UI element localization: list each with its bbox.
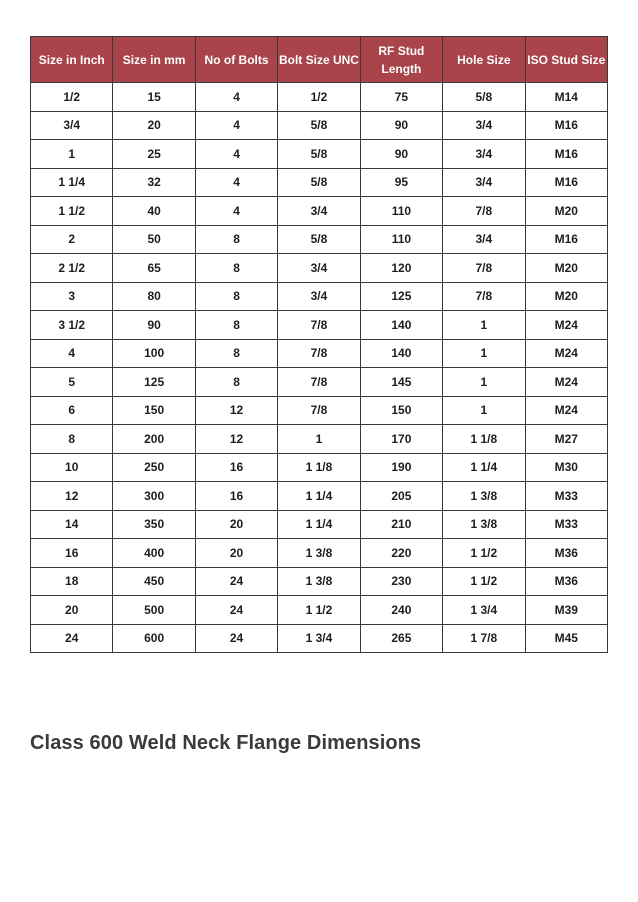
cell-size-mm: 500 (113, 596, 195, 625)
cell-iso-stud-size: M39 (525, 596, 607, 625)
cell-no-of-bolts: 12 (195, 425, 277, 454)
cell-iso-stud-size: M20 (525, 254, 607, 283)
cell-hole-size: 1 (443, 311, 525, 340)
cell-no-of-bolts: 8 (195, 339, 277, 368)
table-header (31, 37, 608, 83)
cell-rf-stud-length: 170 (360, 425, 442, 454)
cell-rf-stud-length: 95 (360, 168, 442, 197)
page-title: Class 600 Weld Neck Flange Dimensions (30, 732, 422, 754)
table-row (31, 567, 608, 596)
cell-iso-stud-size: M16 (525, 225, 607, 254)
cell-rf-stud-length: 230 (360, 567, 442, 596)
cell-size-mm: 350 (113, 510, 195, 539)
cell-size-inch: 6 (31, 396, 113, 425)
cell-hole-size: 1 (443, 339, 525, 368)
cell-size-mm: 450 (113, 567, 195, 596)
flange-table-container (30, 36, 608, 653)
cell-no-of-bolts: 8 (195, 368, 277, 397)
header-row (31, 37, 608, 83)
cell-hole-size: 7/8 (443, 254, 525, 283)
cell-rf-stud-length: 210 (360, 510, 442, 539)
cell-rf-stud-length: 150 (360, 396, 442, 425)
cell-iso-stud-size: M33 (525, 510, 607, 539)
cell-bolt-size-unc: 5/8 (278, 168, 360, 197)
cell-rf-stud-length: 190 (360, 453, 442, 482)
cell-size-mm: 80 (113, 282, 195, 311)
cell-iso-stud-size: M16 (525, 168, 607, 197)
cell-bolt-size-unc: 1 1/4 (278, 510, 360, 539)
cell-hole-size: 7/8 (443, 197, 525, 226)
cell-bolt-size-unc: 3/4 (278, 282, 360, 311)
cell-size-mm: 40 (113, 197, 195, 226)
cell-size-mm: 200 (113, 425, 195, 454)
cell-size-mm: 125 (113, 368, 195, 397)
cell-hole-size: 1 (443, 396, 525, 425)
cell-size-inch: 18 (31, 567, 113, 596)
cell-no-of-bolts: 4 (195, 83, 277, 112)
cell-bolt-size-unc: 1 1/4 (278, 482, 360, 511)
cell-no-of-bolts: 16 (195, 482, 277, 511)
cell-hole-size: 3/4 (443, 140, 525, 169)
cell-no-of-bolts: 16 (195, 453, 277, 482)
cell-size-mm: 20 (113, 111, 195, 140)
cell-rf-stud-length: 110 (360, 197, 442, 226)
cell-hole-size: 1 3/8 (443, 482, 525, 511)
table-row (31, 339, 608, 368)
table-row (31, 453, 608, 482)
table-row (31, 311, 608, 340)
cell-rf-stud-length: 90 (360, 111, 442, 140)
cell-iso-stud-size: M24 (525, 311, 607, 340)
flange-dimensions-table (30, 36, 608, 653)
column-header-no-of-bolts: No of Bolts (195, 37, 277, 83)
cell-bolt-size-unc: 5/8 (278, 111, 360, 140)
cell-size-mm: 50 (113, 225, 195, 254)
table-row (31, 282, 608, 311)
cell-bolt-size-unc: 7/8 (278, 311, 360, 340)
cell-bolt-size-unc: 5/8 (278, 140, 360, 169)
cell-bolt-size-unc: 1 3/8 (278, 539, 360, 568)
cell-no-of-bolts: 4 (195, 168, 277, 197)
table-row (31, 482, 608, 511)
cell-hole-size: 1 1/4 (443, 453, 525, 482)
cell-bolt-size-unc: 1 3/8 (278, 567, 360, 596)
cell-hole-size: 5/8 (443, 83, 525, 112)
cell-size-inch: 1 1/4 (31, 168, 113, 197)
cell-hole-size: 1 7/8 (443, 624, 525, 653)
cell-size-inch: 3/4 (31, 111, 113, 140)
cell-no-of-bolts: 24 (195, 596, 277, 625)
table-row (31, 539, 608, 568)
cell-no-of-bolts: 20 (195, 539, 277, 568)
cell-size-mm: 100 (113, 339, 195, 368)
cell-rf-stud-length: 265 (360, 624, 442, 653)
cell-no-of-bolts: 20 (195, 510, 277, 539)
cell-size-inch: 8 (31, 425, 113, 454)
cell-size-inch: 1/2 (31, 83, 113, 112)
table-row (31, 197, 608, 226)
table-row (31, 368, 608, 397)
cell-size-inch: 4 (31, 339, 113, 368)
cell-size-mm: 150 (113, 396, 195, 425)
table-row (31, 596, 608, 625)
cell-no-of-bolts: 24 (195, 567, 277, 596)
table-body (31, 83, 608, 653)
cell-rf-stud-length: 140 (360, 311, 442, 340)
column-header-rf-stud-length: RF Stud Length (360, 37, 442, 83)
cell-iso-stud-size: M20 (525, 282, 607, 311)
cell-hole-size: 3/4 (443, 168, 525, 197)
cell-hole-size: 3/4 (443, 111, 525, 140)
cell-iso-stud-size: M16 (525, 140, 607, 169)
cell-hole-size: 7/8 (443, 282, 525, 311)
cell-rf-stud-length: 240 (360, 596, 442, 625)
cell-no-of-bolts: 8 (195, 225, 277, 254)
table-row (31, 168, 608, 197)
cell-bolt-size-unc: 1 (278, 425, 360, 454)
table-row (31, 140, 608, 169)
cell-no-of-bolts: 4 (195, 111, 277, 140)
cell-size-mm: 32 (113, 168, 195, 197)
cell-hole-size: 1 1/8 (443, 425, 525, 454)
cell-bolt-size-unc: 5/8 (278, 225, 360, 254)
cell-bolt-size-unc: 3/4 (278, 254, 360, 283)
cell-iso-stud-size: M24 (525, 339, 607, 368)
cell-size-inch: 5 (31, 368, 113, 397)
cell-size-mm: 250 (113, 453, 195, 482)
cell-no-of-bolts: 8 (195, 282, 277, 311)
cell-no-of-bolts: 4 (195, 197, 277, 226)
cell-size-mm: 600 (113, 624, 195, 653)
table-row (31, 396, 608, 425)
cell-size-inch: 14 (31, 510, 113, 539)
cell-size-inch: 20 (31, 596, 113, 625)
column-header-iso-stud-size: ISO Stud Size (525, 37, 607, 83)
cell-bolt-size-unc: 1 1/2 (278, 596, 360, 625)
cell-size-mm: 400 (113, 539, 195, 568)
table-row (31, 425, 608, 454)
cell-bolt-size-unc: 7/8 (278, 339, 360, 368)
cell-hole-size: 1 1/2 (443, 539, 525, 568)
cell-rf-stud-length: 120 (360, 254, 442, 283)
cell-iso-stud-size: M24 (525, 368, 607, 397)
table-row (31, 510, 608, 539)
cell-bolt-size-unc: 3/4 (278, 197, 360, 226)
cell-no-of-bolts: 8 (195, 254, 277, 283)
cell-no-of-bolts: 12 (195, 396, 277, 425)
cell-size-inch: 12 (31, 482, 113, 511)
cell-no-of-bolts: 4 (195, 140, 277, 169)
cell-size-inch: 3 1/2 (31, 311, 113, 340)
column-header-hole-size: Hole Size (443, 37, 525, 83)
cell-size-inch: 10 (31, 453, 113, 482)
cell-bolt-size-unc: 1 3/4 (278, 624, 360, 653)
cell-hole-size: 1 3/8 (443, 510, 525, 539)
cell-rf-stud-length: 205 (360, 482, 442, 511)
cell-rf-stud-length: 125 (360, 282, 442, 311)
cell-rf-stud-length: 90 (360, 140, 442, 169)
cell-size-inch: 3 (31, 282, 113, 311)
cell-bolt-size-unc: 7/8 (278, 396, 360, 425)
cell-hole-size: 1 3/4 (443, 596, 525, 625)
cell-size-inch: 1 1/2 (31, 197, 113, 226)
cell-no-of-bolts: 24 (195, 624, 277, 653)
cell-iso-stud-size: M33 (525, 482, 607, 511)
cell-rf-stud-length: 140 (360, 339, 442, 368)
cell-iso-stud-size: M30 (525, 453, 607, 482)
cell-bolt-size-unc: 7/8 (278, 368, 360, 397)
cell-iso-stud-size: M36 (525, 539, 607, 568)
cell-size-inch: 2 1/2 (31, 254, 113, 283)
table-row (31, 111, 608, 140)
cell-bolt-size-unc: 1/2 (278, 83, 360, 112)
cell-size-inch: 24 (31, 624, 113, 653)
cell-hole-size: 1 1/2 (443, 567, 525, 596)
cell-iso-stud-size: M20 (525, 197, 607, 226)
cell-size-mm: 65 (113, 254, 195, 283)
column-header-bolt-size-unc: Bolt Size UNC (278, 37, 360, 83)
cell-size-inch: 1 (31, 140, 113, 169)
cell-rf-stud-length: 75 (360, 83, 442, 112)
cell-iso-stud-size: M24 (525, 396, 607, 425)
cell-size-mm: 15 (113, 83, 195, 112)
cell-size-mm: 90 (113, 311, 195, 340)
cell-bolt-size-unc: 1 1/8 (278, 453, 360, 482)
cell-size-mm: 300 (113, 482, 195, 511)
table-row (31, 225, 608, 254)
cell-iso-stud-size: M14 (525, 83, 607, 112)
cell-iso-stud-size: M16 (525, 111, 607, 140)
column-header-size-mm: Size in mm (113, 37, 195, 83)
cell-rf-stud-length: 110 (360, 225, 442, 254)
cell-rf-stud-length: 145 (360, 368, 442, 397)
table-row (31, 83, 608, 112)
table-row (31, 624, 608, 653)
cell-iso-stud-size: M36 (525, 567, 607, 596)
cell-iso-stud-size: M27 (525, 425, 607, 454)
cell-rf-stud-length: 220 (360, 539, 442, 568)
cell-no-of-bolts: 8 (195, 311, 277, 340)
cell-size-inch: 16 (31, 539, 113, 568)
cell-hole-size: 1 (443, 368, 525, 397)
cell-iso-stud-size: M45 (525, 624, 607, 653)
column-header-size-inch: Size in Inch (31, 37, 113, 83)
table-row (31, 254, 608, 283)
cell-size-mm: 25 (113, 140, 195, 169)
cell-hole-size: 3/4 (443, 225, 525, 254)
cell-size-inch: 2 (31, 225, 113, 254)
